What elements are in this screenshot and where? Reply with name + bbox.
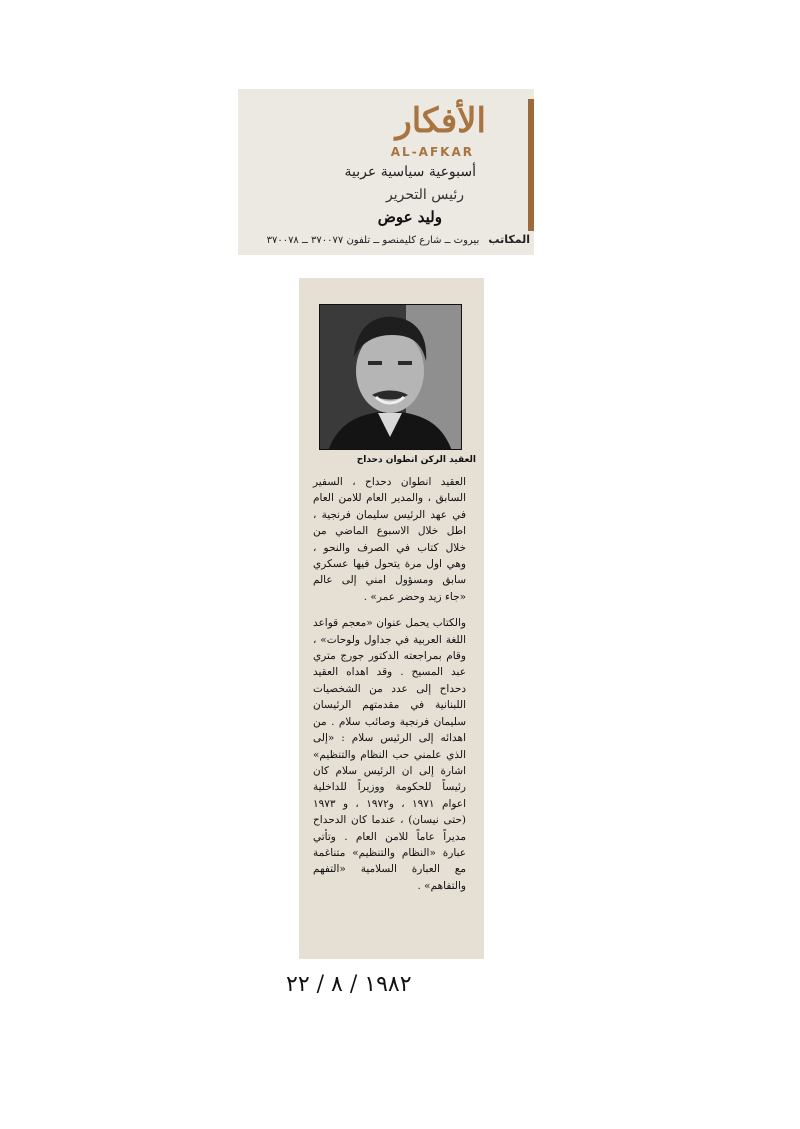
- photo-caption: العقيد الركن انطوان دحداح: [356, 455, 476, 465]
- editor-label: رئيس التحرير: [386, 187, 464, 203]
- logo-arabic: الأفكار: [395, 101, 486, 141]
- article-paragraph: العقيد انطوان دحداح ، السفير السابق ، والمدير العام للامن العام في عهد الرئيس سليمان فرنجية ، اطل خلال الاسبوع الماضي من خلال كتاب في الصرف والنحو ، وهي اول مرة يتحول فيها عسكري سابق ومسؤول امني إلى عالم «جاء زيد وحضر عمر» .: [313, 476, 466, 603]
- article-body: [313, 474, 466, 904]
- logo-latin: AL-AFKAR: [390, 145, 474, 159]
- portrait-photo: [319, 304, 462, 450]
- article-paragraph: والكتاب يحمل عنوان «معجم قواعد اللغة العربية في جداول ولوحات» ، وقام بمراجعته الدكتور جورج متري عبد المسيح . وقد اهداه العقيد دحداح إلى عدد من الشخصيات اللبنانية في مقدمتهم الرئيسان سليمان فرنجية وصائب سلام . من اهدائه إلى الرئيس سلام : «إلى الذي علمني حب النظام والتنظيم» اشارة إلى ان الرئيس سلام كان رئيساً للحكومة ووزيراً للداخلية اعوام ١٩٧١ ، و١٩٧٢ ، و ١٩٧٣ (حتى نيسان) ، عندما كان الدحداح مديراً عاماً للامن العام . وتأتي عبارة «النظام والتنظيم» متناغمة مع العبارة السلامية «التفهم والتفاهم» .: [313, 617, 466, 892]
- handwritten-date: ١٩٨٢ / ٨ / ٢٢: [286, 972, 412, 997]
- article-clipping: [299, 278, 484, 959]
- masthead: [238, 89, 534, 255]
- offices-text: بيروت ــ شارع كليمنصو ــ تلفون ٣٧٠٠٧٧ ــ ٣٧٠٠٧٨: [266, 235, 480, 246]
- masthead-rule: [528, 99, 534, 231]
- tagline: أسبوعية سياسية عربية: [344, 164, 476, 180]
- offices-line: [238, 233, 530, 248]
- editor-name: وليد عوض: [377, 208, 442, 226]
- portrait-image: [319, 305, 461, 450]
- offices-label: المكاتب: [488, 233, 530, 246]
